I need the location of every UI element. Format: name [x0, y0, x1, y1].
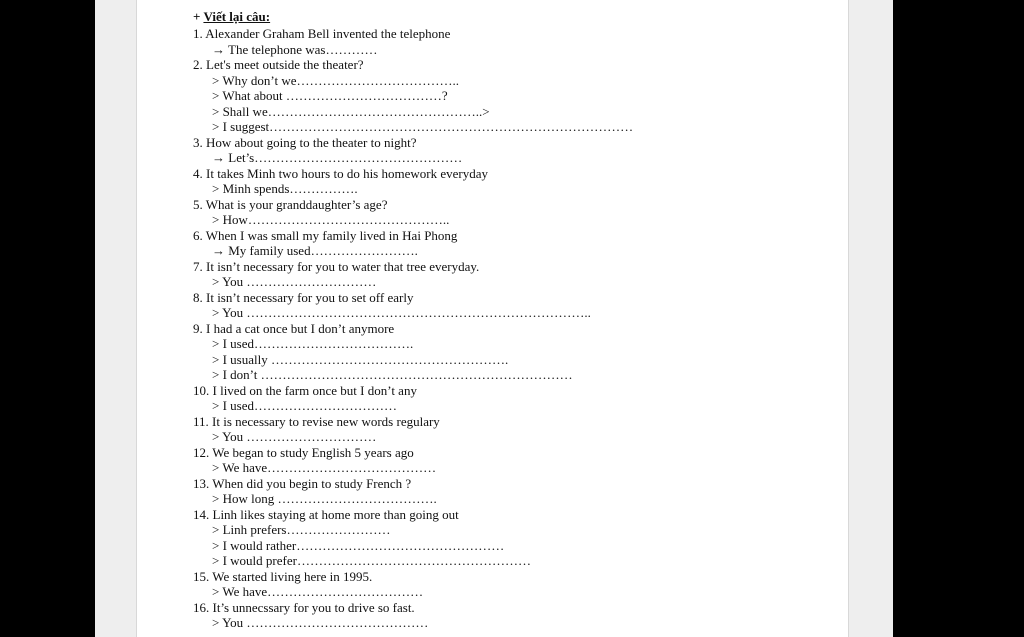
answer-line: > I used………………………………. [212, 336, 414, 351]
answer-line: > Why don’t we……………………………….. [212, 72, 459, 88]
section-heading [193, 9, 270, 24]
answer-line: > I used…………………………… [212, 398, 397, 413]
right-margin [849, 0, 893, 637]
answer-line: → My family used……………………. [212, 243, 418, 258]
question-line: 7. It isn’t necessary for you to water that tree everyday. [193, 258, 480, 274]
answer-line: > I suggest………………………………………………………………………… [212, 119, 634, 134]
question-line: 3. How about going to the theater to night? [193, 134, 417, 150]
answer-line: > I would prefer……………………………………………… [212, 553, 531, 568]
answer-line: > Shall we…………………………………………..> [212, 103, 490, 119]
document-page [136, 0, 849, 637]
answer-line: > How long ………………………………. [212, 491, 437, 506]
question-line: 12. We began to study English 5 years ago [193, 444, 414, 460]
question-line: 13. When did you begin to study French ? [193, 475, 412, 491]
question-line: 9. I had a cat once but I don’t anymore [193, 320, 395, 336]
answer-line: > Linh prefers…………………… [212, 522, 391, 537]
heading-prefix: + [193, 9, 204, 24]
question-line: 15. We started living here in 1995. [193, 568, 373, 584]
answer-line: > I don’t ……………………………………………………………… [212, 367, 573, 382]
answer-line: → Let’s………………………………………… [212, 150, 463, 165]
question-line: 16. It’s unnecssary for you to drive so fast. [193, 599, 415, 615]
answer-line: > I usually ………………………………………………. [212, 351, 509, 367]
question-line: 2. Let's meet outside the theater? [193, 57, 364, 72]
answer-line: > We have……………………………… [212, 584, 424, 599]
answer-line: > We have………………………………… [212, 460, 437, 475]
question-line: 14. Linh likes staying at home more than going out [193, 506, 459, 522]
question-line: 1. Alexander Graham Bell invented the telephone [193, 26, 451, 41]
heading-title: Viết lại câu: [203, 9, 271, 24]
question-line: 10. I lived on the farm once but I don’t any [193, 382, 417, 398]
answer-line: > You …………………………………… [212, 615, 429, 630]
answer-line: > You ………………………… [212, 429, 377, 444]
answer-line: > How……………………………………….. [212, 212, 450, 227]
answer-line: > I would rather………………………………………… [212, 537, 505, 553]
question-line: 8. It isn’t necessary for you to set off early [193, 289, 414, 305]
answer-line: > You ………………………… [212, 274, 377, 289]
question-line: 6. When I was small my family lived in Hai Phong [193, 227, 458, 243]
answer-line: > What about ………………………………? [212, 88, 448, 103]
left-margin [95, 0, 136, 637]
question-line: 11. It is necessary to revise new words regulary [193, 413, 440, 429]
question-line: 4. It takes Minh two hours to do his homework everyday [193, 165, 488, 181]
question-line: 5. What is your granddaughter’s age? [193, 196, 388, 212]
answer-line: > Minh spends……………. [212, 181, 358, 196]
answer-line: → The telephone was………… [212, 41, 378, 57]
answer-line: > You …………………………………………………………………….. [212, 305, 591, 320]
